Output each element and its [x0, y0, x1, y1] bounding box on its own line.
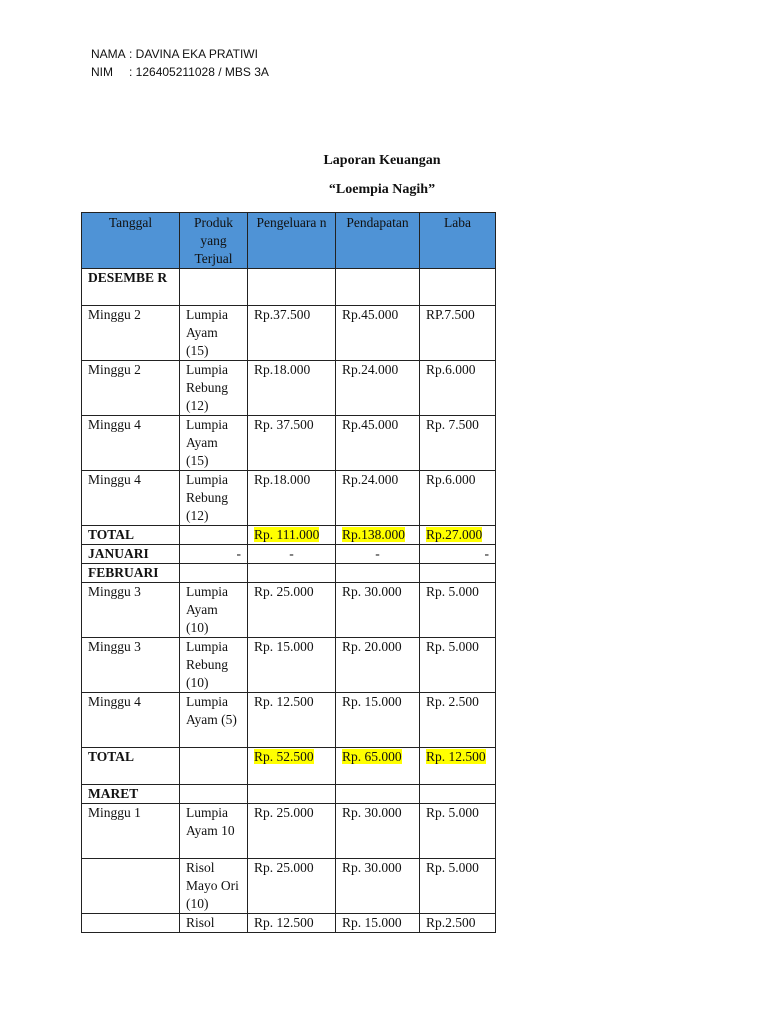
cell-text: -: [484, 546, 489, 561]
table-cell: [420, 638, 496, 693]
cell-text: Minggu 3: [88, 584, 141, 599]
cell-text: Rp.24.000: [342, 362, 399, 377]
table-row: [82, 804, 496, 859]
table-cell: [420, 526, 496, 545]
name-line: [91, 45, 269, 63]
cell-text: Lumpia Ayam (15): [186, 417, 228, 468]
table-row: [82, 914, 496, 933]
table-cell: [248, 785, 336, 804]
table-cell: [336, 361, 420, 416]
table-cell: [420, 914, 496, 933]
cell-text: Rp. 30.000: [342, 584, 402, 599]
table-cell: [336, 785, 420, 804]
table-cell: [248, 859, 336, 914]
cell-text: TOTAL: [88, 749, 135, 764]
table-cell: [336, 748, 420, 785]
nim-label: NIM: [91, 65, 113, 79]
table-cell: [420, 804, 496, 859]
table-cell: [336, 693, 420, 748]
table-cell: [336, 914, 420, 933]
table-cell: [336, 471, 420, 526]
report-subtitle: “Loempia Nagih”: [328, 182, 436, 197]
cell-text: Rp.18.000: [254, 472, 311, 487]
table-cell: [180, 804, 248, 859]
table-cell: [336, 859, 420, 914]
table-cell: [82, 526, 180, 545]
table-cell: [420, 361, 496, 416]
cell-text: Rp.45.000: [342, 307, 399, 322]
table-cell: [420, 785, 496, 804]
cell-text: Rp.138.000: [342, 527, 406, 542]
cell-text: Lumpia Rebung (12): [186, 472, 228, 523]
table-cell: [180, 748, 248, 785]
table-cell: [420, 583, 496, 638]
table-cell: [336, 416, 420, 471]
table-cell: [420, 748, 496, 785]
table-cell: [82, 269, 180, 306]
cell-text: Lumpia Ayam (15): [186, 307, 228, 358]
section-row: [82, 564, 496, 583]
table-row: [82, 583, 496, 638]
cell-text: Rp.27.000: [426, 527, 483, 542]
table-cell: [248, 914, 336, 933]
cell-text: Minggu 2: [88, 362, 141, 377]
table-row: [82, 693, 496, 748]
table-cell: [180, 638, 248, 693]
cell-text: MARET: [88, 786, 139, 801]
table-cell: [82, 416, 180, 471]
cell-text: Lumpia Rebung (10): [186, 639, 228, 690]
table-row: [82, 471, 496, 526]
cell-text: Rp. 5.000: [426, 639, 479, 654]
table-cell: [248, 564, 336, 583]
cell-text: Minggu 2: [88, 307, 141, 322]
column-header: Laba: [420, 213, 496, 269]
table-cell: [180, 785, 248, 804]
table-cell: [420, 693, 496, 748]
cell-text: Rp. 65.000: [342, 749, 402, 764]
cell-text: Rp. 12.500: [254, 694, 314, 709]
table-cell: [248, 526, 336, 545]
cell-text: Rp. 12.500: [254, 915, 314, 930]
report-title: Laporan Keuangan: [323, 153, 441, 168]
table-cell: [82, 638, 180, 693]
cell-text: Rp. 30.000: [342, 860, 402, 875]
cell-text: Minggu 4: [88, 472, 141, 487]
table-cell: [180, 693, 248, 748]
table-cell: [420, 269, 496, 306]
cell-text: Rp. 30.000: [342, 805, 402, 820]
cell-text: Minggu 1: [88, 805, 141, 820]
table-cell: [248, 804, 336, 859]
column-header: Tanggal: [82, 213, 180, 269]
cell-text: Lumpia Ayam 10: [186, 805, 235, 838]
cell-text: Rp. 15.000: [254, 639, 314, 654]
table-cell: [336, 583, 420, 638]
cell-text: Minggu 4: [88, 417, 141, 432]
table-cell: [336, 638, 420, 693]
section-row: [82, 785, 496, 804]
financial-table: [81, 212, 496, 933]
table-cell: [180, 269, 248, 306]
student-info: [91, 45, 269, 81]
section-row: [82, 545, 496, 564]
table-cell: [180, 526, 248, 545]
table-row: [82, 416, 496, 471]
cell-text: Lumpia Ayam (10): [186, 584, 228, 635]
table-cell: [248, 306, 336, 361]
cell-text: RP.7.500: [426, 307, 475, 322]
table-cell: [82, 693, 180, 748]
table-cell: [180, 306, 248, 361]
cell-text: -: [375, 546, 380, 561]
table-cell: [248, 693, 336, 748]
table-body: [82, 269, 496, 933]
table-cell: [82, 859, 180, 914]
table-cell: [180, 471, 248, 526]
cell-text: Rp. 15.000: [342, 694, 402, 709]
table-cell: [420, 471, 496, 526]
table-cell: [420, 564, 496, 583]
name-value: : DAVINA EKA PRATIWI: [129, 47, 258, 61]
table-cell: [82, 785, 180, 804]
table-cell: [336, 564, 420, 583]
table-cell: [248, 361, 336, 416]
table-cell: [180, 914, 248, 933]
cell-text: Rp. 7.500: [426, 417, 479, 432]
total-row: [82, 748, 496, 785]
cell-text: Rp. 20.000: [342, 639, 402, 654]
cell-text: Risol Mayo Ori (10): [186, 860, 239, 911]
table-cell: [180, 564, 248, 583]
table-cell: [82, 545, 180, 564]
cell-text: Rp. 52.500: [254, 749, 314, 764]
cell-text: Rp. 37.500: [254, 417, 314, 432]
cell-text: Rp. 2.500: [426, 694, 479, 709]
cell-text: DESEMBE R: [88, 270, 168, 285]
table-cell: [82, 306, 180, 361]
cell-text: Rp.2.500: [426, 915, 476, 930]
total-row: [82, 526, 496, 545]
table-cell: [336, 526, 420, 545]
table-cell: [336, 269, 420, 306]
table-row: [82, 361, 496, 416]
cell-text: -: [289, 546, 294, 561]
cell-text: JANUARI: [88, 546, 149, 561]
cell-text: Rp. 15.000: [342, 915, 402, 930]
table-cell: [82, 361, 180, 416]
table-cell: [82, 804, 180, 859]
cell-text: Rp. 5.000: [426, 805, 479, 820]
column-header: Pengeluara n: [248, 213, 336, 269]
cell-text: Rp. 25.000: [254, 584, 314, 599]
table-cell: [180, 545, 248, 564]
cell-text: Risol: [186, 915, 215, 930]
table-cell: [336, 804, 420, 859]
column-header: Pendapatan: [336, 213, 420, 269]
table-cell: [248, 269, 336, 306]
table-cell: [82, 564, 180, 583]
table-cell: [248, 748, 336, 785]
cell-text: Rp. 25.000: [254, 805, 314, 820]
cell-text: -: [236, 546, 241, 561]
table-cell: [82, 914, 180, 933]
table-cell: [180, 361, 248, 416]
cell-text: Rp.37.500: [254, 307, 311, 322]
cell-text: Lumpia Rebung (12): [186, 362, 228, 413]
cell-text: Rp.45.000: [342, 417, 399, 432]
cell-text: Rp. 12.500: [426, 749, 486, 764]
table-cell: [248, 416, 336, 471]
cell-text: Rp. 111.000: [254, 527, 320, 542]
table-cell: [180, 583, 248, 638]
table-cell: [248, 471, 336, 526]
table-row: [82, 306, 496, 361]
cell-text: Rp. 5.000: [426, 584, 479, 599]
table-cell: [336, 545, 420, 564]
section-row: [82, 269, 496, 306]
cell-text: Rp.6.000: [426, 472, 476, 487]
table-cell: [248, 583, 336, 638]
cell-text: TOTAL: [88, 527, 135, 542]
table-row: [82, 859, 496, 914]
table-cell: [420, 416, 496, 471]
table-cell: [82, 748, 180, 785]
nim-line: [91, 63, 269, 81]
cell-text: Minggu 4: [88, 694, 141, 709]
cell-text: Rp.24.000: [342, 472, 399, 487]
cell-text: FEBRUARI: [88, 565, 159, 580]
cell-text: Rp.18.000: [254, 362, 311, 377]
cell-text: Lumpia Ayam (5): [186, 694, 237, 727]
table-cell: [248, 638, 336, 693]
cell-text: Minggu 3: [88, 639, 141, 654]
table-cell: [420, 859, 496, 914]
table-cell: [420, 306, 496, 361]
nim-value: : 126405211028 / MBS 3A: [129, 65, 269, 79]
table-cell: [336, 306, 420, 361]
table-cell: [180, 416, 248, 471]
table-cell: [420, 545, 496, 564]
table-cell: [248, 545, 336, 564]
cell-text: Rp.6.000: [426, 362, 476, 377]
table-cell: [82, 471, 180, 526]
table-row: [82, 638, 496, 693]
cell-text: Rp. 25.000: [254, 860, 314, 875]
cell-text: Rp. 5.000: [426, 860, 479, 875]
column-header: Produk yang Terjual: [180, 213, 248, 269]
name-label: NAMA: [91, 47, 126, 61]
table-header-row: [82, 213, 496, 269]
table-cell: [82, 583, 180, 638]
table-cell: [180, 859, 248, 914]
